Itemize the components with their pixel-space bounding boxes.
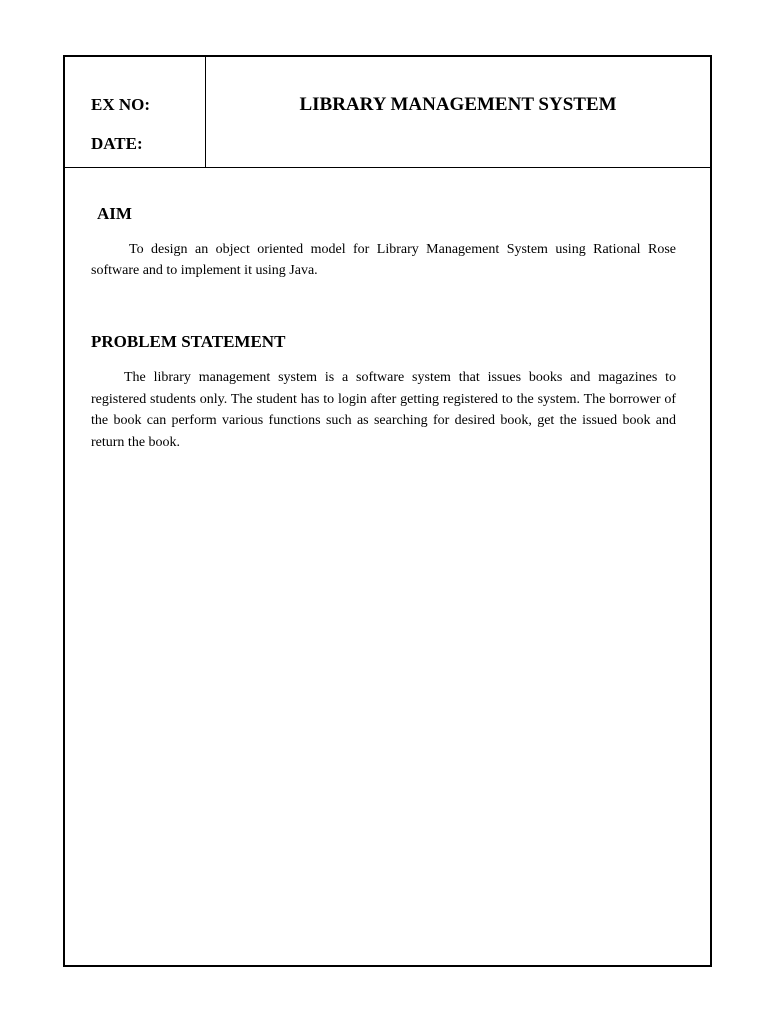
problem-statement-paragraph: The library management system is a software system that issues books and magazines to registered students only. The student has to login after getting registered to the system. The borrower of the book can perform various functions such as searching for desired book, get the issued book and return the book.: [91, 370, 676, 450]
page-frame: [63, 55, 712, 967]
header-table: [65, 57, 710, 168]
ex-no-label: EX NO:: [91, 95, 151, 114]
aim-heading: AIM: [97, 204, 132, 223]
problem-statement-heading: PROBLEM STATEMENT: [91, 332, 286, 351]
header-meta-cell: [65, 57, 206, 167]
document-title: LIBRARY MANAGEMENT SYSTEM: [299, 94, 617, 115]
aim-paragraph: To design an object oriented model for Library Management System using Rational Rose software and to implement it using Java.: [91, 242, 676, 278]
date-label: DATE:: [91, 134, 143, 153]
